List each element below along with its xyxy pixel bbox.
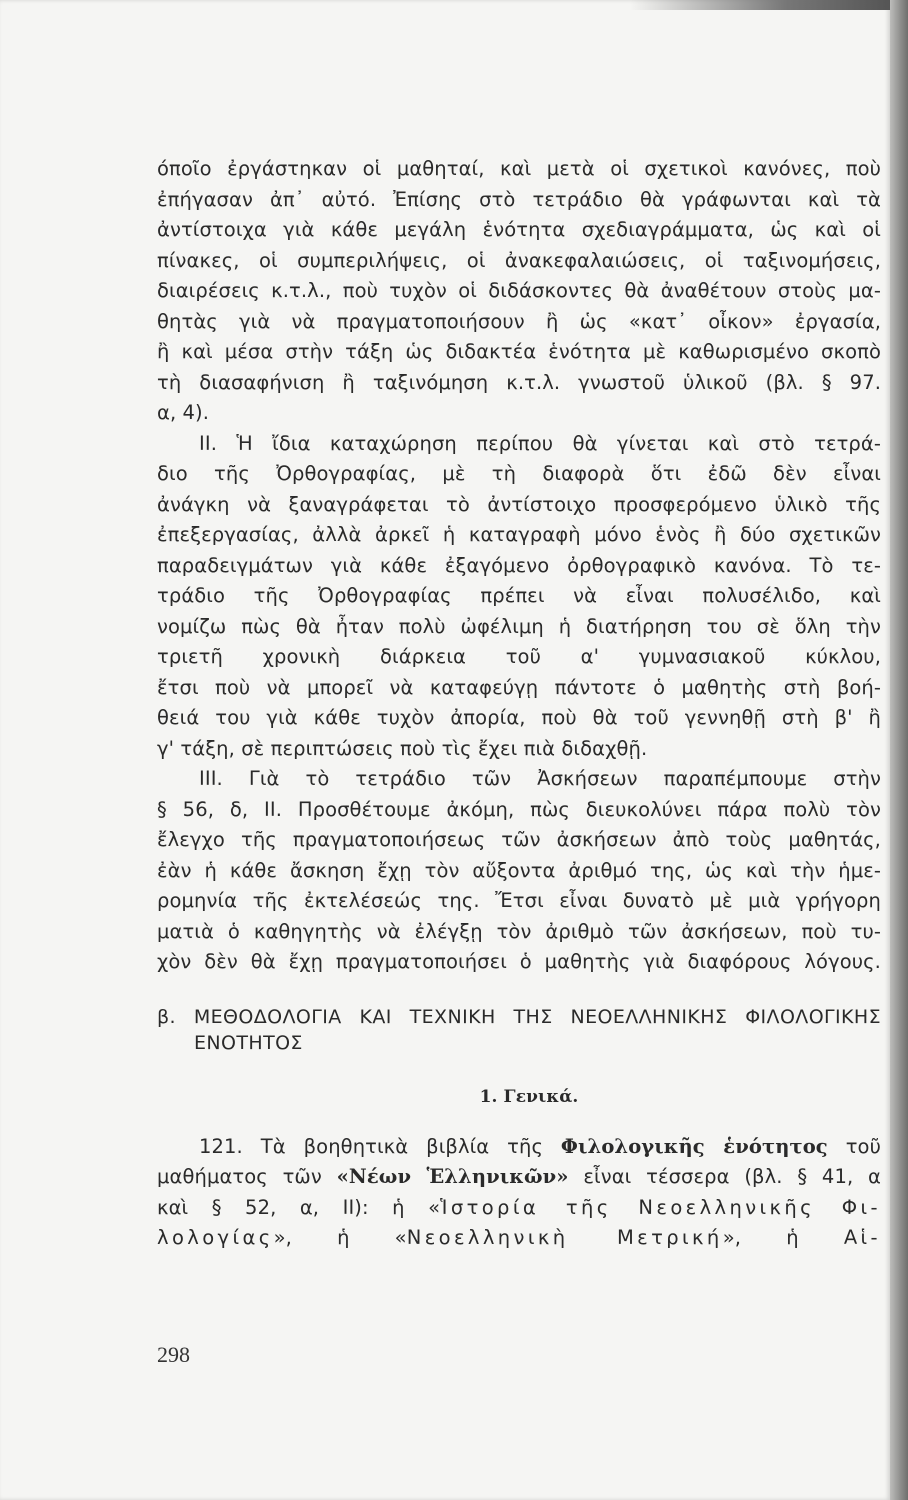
- text-line: διαιρέσεις κ.τ.λ., ποὺ τυχὸν οἱ διδάσκοντες θὰ ἀναθέτουν στοὺς μα-: [157, 279, 881, 302]
- text-line: τὴ διασαφήνιση ἢ ταξινόμηση κ.τ.λ. γνωστοῦ ὑλικοῦ (βλ. § 97.: [157, 370, 881, 394]
- text-line: θητὰς γιὰ νὰ πραγματοποιήσουν ἢ ὡς «κατ᾽ οἶκον» ἐργασία,: [157, 309, 881, 333]
- subheading: 1. Γενικά.: [479, 1086, 579, 1107]
- text-line: ρομηνία τῆς ἐκτελέσεώς της. Ἔτσι εἶναι δυνατὸ μὲ μιὰ γρήγορη: [157, 889, 881, 912]
- text-run: 121. Τὰ βοηθητικὰ βιβλία τῆς: [199, 1134, 543, 1158]
- scan-shadow-top: [630, 0, 890, 10]
- text-line: ἐπήγασαν ἀπ᾽ αὐτό. Ἐπίσης στὸ τετράδιο θὰ γράφωνται καὶ τὰ: [157, 187, 881, 211]
- text-line: διο τῆς Ὀρθογραφίας, μὲ τὴ διαφορὰ ὅτι ἐδῶ δὲν εἶναι: [157, 462, 881, 485]
- text-line: ἢ καὶ μέσα στὴν τάξη ὡς διδακτέα ἑνότητα μὲ καθωρισμένο σκοπὸ: [157, 340, 881, 363]
- spacer: [157, 1056, 881, 1082]
- text-line: α, 4).: [157, 401, 210, 424]
- section-heading-line: β. ΜΕΘΟΔΟΛΟΓΙΑ ΚΑΙ ΤΕΧΝΙΚΗ ΤΗΣ ΝΕΟΕΛΛΗΝΙΚΗΣ ΦΙΛΟΛΟΓΙΚΗΣ: [157, 1005, 881, 1028]
- text-run: », ἡ: [722, 1226, 844, 1249]
- spaced-title: Αἱ-: [843, 1226, 881, 1249]
- bold-term: Φιλολογικῆς ἑνότητος: [560, 1134, 828, 1158]
- text-line: χὸν δὲν θὰ ἔχῃ πραγματοποιήσει ὁ μαθητὴς γιὰ διαφόρους λόγους.: [157, 950, 881, 973]
- text-line: νομίζω πὼς θὰ ἦταν πολὺ ὠφέλιμη ἡ διατήρηση του σὲ ὅλη τὴν: [157, 614, 881, 638]
- text-line: ἐὰν ἡ κάθε ἄσκηση ἔχῃ τὸν αὔξοντα ἀριθμό της, ὡς καὶ τὴν ἡμε-: [157, 858, 881, 882]
- text-line: ἀνάγκη νὰ ξαναγράφεται τὸ ἀντίστοιχο προσφερόμενο ὑλικὸ τῆς: [157, 492, 881, 516]
- text-line: ἀντίστοιχα γιὰ κάθε μεγάλη ἑνότητα σχεδιαγράμματα, ὡς καὶ οἱ: [157, 218, 881, 241]
- section-heading: [157, 1004, 881, 1056]
- text-line: ἔλεγχο τῆς πραγματοποιήσεως τῶν ἀσκήσεων ἀπὸ τοὺς μαθητάς,: [157, 828, 881, 851]
- spaced-title: Νεοελληνικὴ Μετρική: [406, 1226, 723, 1249]
- text-line: [157, 1193, 881, 1224]
- text-run: εἶναι τέσσερα (βλ. § 41, α: [583, 1165, 881, 1188]
- text-line: ματιὰ ὁ καθηγητὴς νὰ ἐλέγξῃ τὸν ἀριθμὸ τῶν ἀσκήσεων, ποὺ τυ-: [157, 919, 881, 943]
- body-text: [157, 154, 881, 1254]
- text-line: γ' τάξη, σὲ περιπτώσεις ποὺ τὶς ἔχει πιὰ διδαχθῇ.: [157, 736, 648, 760]
- spaced-title: λολογίας: [157, 1226, 274, 1249]
- text-run: », ἡ «: [273, 1226, 407, 1249]
- page-edge: [890, 0, 908, 1500]
- text-line: ἔτσι ποὺ νὰ μπορεῖ νὰ καταφεύγῃ πάντοτε ὁ μαθητὴς στὴ βοή-: [157, 675, 881, 699]
- text-line: [157, 1132, 881, 1163]
- bold-term: «Νέων Ἑλληνικῶν»: [336, 1165, 569, 1188]
- text-line: ΙΙ. Ἡ ἴδια καταχώρηση περίπου θὰ γίνεται καὶ στὸ τετρά-: [199, 431, 881, 455]
- text-line: πίνακες, οἱ συμπεριλήψεις, οἱ ἀνακεφαλαιώσεις, οἱ ταξινομήσεις,: [157, 248, 881, 272]
- spacer: [157, 978, 881, 1004]
- text-line: παραδειγμάτων γιὰ κάθε ἐξαγόμενο ὀρθογραφικὸ κανόνα. Τὸ τε-: [157, 553, 881, 577]
- text-line: ΙΙΙ. Γιὰ τὸ τετράδιο τῶν Ἀσκήσεων παραπέμπουμε στὴν: [199, 767, 881, 790]
- text-run: τοῦ: [845, 1134, 881, 1158]
- text-run: καὶ § 52, α, ΙΙ): ἡ «: [157, 1195, 441, 1219]
- text-line: όποῖο ἐργάστηκαν οἱ μαθηταί, καὶ μετὰ οἱ σχετικοὶ κανόνες, ποὺ: [157, 157, 881, 180]
- text-line: § 56, δ, ΙΙ. Προσθέτουμε ἀκόμη, πὼς διευκολύνει πάρα πολὺ τὸν: [157, 797, 881, 821]
- text-line: τριετῆ χρονικὴ διάρκεια τοῦ α' γυμνασιακοῦ κύκλου,: [157, 645, 881, 668]
- text-line: θειά του γιὰ κάθε τυχὸν ἀπορία, ποὺ θὰ τοῦ γεννηθῇ στὴ β' ἢ: [157, 706, 881, 729]
- spaced-title: Ἱστορία τῆς Νεοελληνικῆς Φι-: [440, 1195, 881, 1219]
- text-line: ἐπεξεργασίας, ἀλλὰ ἀρκεῖ ἡ καταγραφὴ μόνο ἑνὸς ἢ δύο σχετικῶν: [157, 523, 881, 546]
- text-line: [157, 1223, 881, 1254]
- spacer: [157, 1112, 881, 1132]
- page-number: 298: [157, 1342, 190, 1367]
- text-run: μαθήματος τῶν: [157, 1165, 322, 1188]
- section-heading-line: ΕΝΟΤΗΤΟΣ: [194, 1031, 303, 1054]
- text-line: τράδιο τῆς Ὀρθογραφίας πρέπει νὰ εἶναι πολυσέλιδο, καὶ: [157, 584, 881, 607]
- text-line: [157, 1162, 881, 1193]
